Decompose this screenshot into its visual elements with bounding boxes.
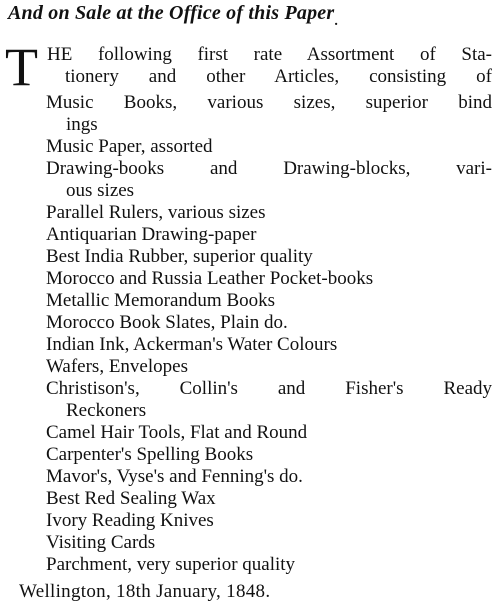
list-item [46, 158, 492, 202]
list-item [46, 268, 492, 290]
list-item-text: Parallel Rulers, various sizes [46, 202, 266, 223]
list-item [46, 92, 492, 136]
list-item-continuation: ous sizes [66, 180, 135, 201]
list-item-text: Best India Rubber, superior quality [46, 246, 313, 267]
list-item [46, 378, 492, 422]
heading-end-mark: . [334, 14, 339, 29]
list-item [46, 202, 492, 224]
heading-text: And on Sale at the Office of this Paper [8, 2, 335, 24]
list-item-text: Christison's, Collin's and Fisher's Ready [46, 378, 492, 399]
list-item-text: Wafers, Envelopes [46, 356, 188, 377]
list-item [46, 532, 492, 554]
list-item-continuation: ings [66, 114, 98, 135]
list-item-text: Antiquarian Drawing-paper [46, 224, 257, 245]
list-item [46, 488, 492, 510]
list-item-text: Indian Ink, Ackerman's Water Colours [46, 334, 338, 355]
list-item [46, 224, 492, 246]
list-item [46, 246, 492, 268]
list-item [46, 466, 492, 488]
list-item-text: Best Red Sealing Wax [46, 488, 216, 509]
list-item [46, 136, 492, 158]
list-item-text: Carpenter's Spelling Books [46, 444, 254, 465]
list-item-text: Morocco Book Slates, Plain do. [46, 312, 288, 333]
list-item [46, 290, 492, 312]
drop-cap: T [5, 37, 38, 97]
list-item-text: Mavor's, Vyse's and Fenning's do. [46, 466, 303, 487]
intro-line-2: tionery and other Articles, consisting of [65, 66, 492, 87]
list-item [46, 422, 492, 444]
list-item [46, 510, 492, 532]
dateline: Wellington, 18th January, 1848. [19, 581, 271, 602]
list-item-text: Music Paper, assorted [46, 136, 213, 157]
stationery-list [46, 92, 492, 576]
list-item [46, 554, 492, 576]
list-item-text: Parchment, very superior quality [46, 554, 296, 575]
list-item-continuation: Reckoners [66, 400, 147, 421]
list-item [46, 334, 492, 356]
list-item-text: Ivory Reading Knives [46, 510, 214, 531]
list-item [46, 444, 492, 466]
intro-line-1: HE following first rate Assortment of Sta- [47, 44, 492, 65]
list-item-text: Morocco and Russia Leather Pocket-books [46, 268, 374, 289]
list-item [46, 312, 492, 334]
list-item-text: Camel Hair Tools, Flat and Round [46, 422, 308, 443]
list-item [46, 356, 492, 378]
list-item-text: Drawing-books and Drawing-blocks, vari- [46, 158, 492, 179]
list-item-text: Music Books, various sizes, superior bind [46, 92, 492, 113]
list-item-text: Metallic Memorandum Books [46, 290, 276, 311]
advertisement-heading [8, 2, 338, 30]
list-item-text: Visiting Cards [46, 532, 156, 553]
